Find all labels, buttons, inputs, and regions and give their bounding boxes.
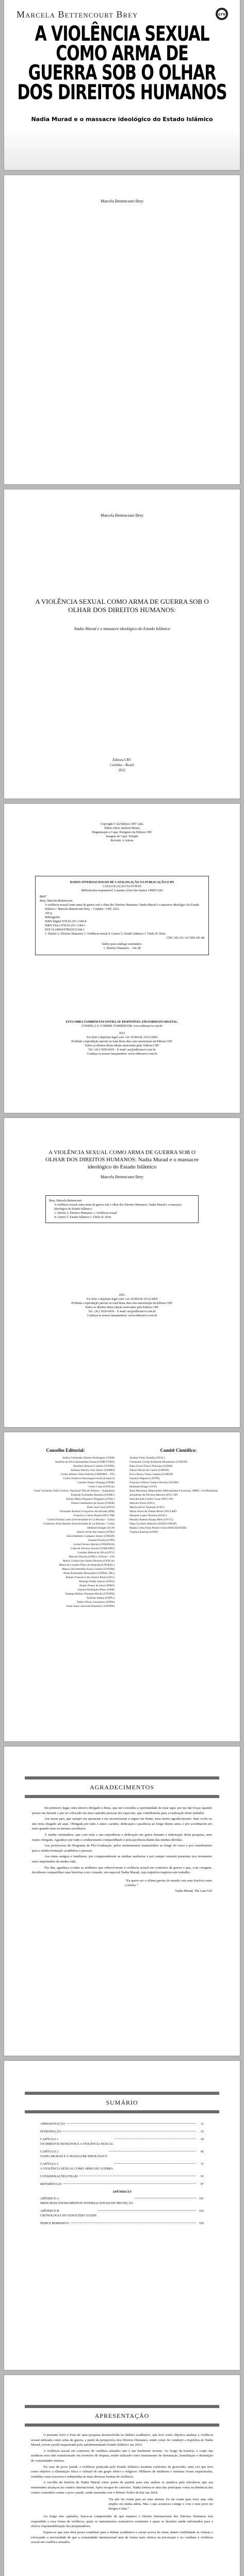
heading-bar-bottom	[25, 2424, 219, 2427]
heading-bar-top	[25, 2405, 219, 2408]
repeat-publisher-notes	[35, 1293, 209, 1318]
cip-entry-line: 1. Direitos Humanos – 341.48	[103, 947, 141, 950]
board-member-entry: Elione Maria Nogueira Diogenes (UFAL)	[66, 1498, 115, 1501]
toc-entry-page: 45	[200, 2150, 204, 2154]
board-member-entry: Andrea Vieira Zanella (UFSC)	[129, 1456, 165, 1460]
board-member-entry: Christiane Carrijo Eckhardt Mouammar (UNESP)	[129, 1461, 188, 1464]
copyright-line: ESTA OBRA TAMBÉM ENCONTRA-SE DISPONÍVEL EM FORMATO DIGITAL.	[66, 1021, 178, 1024]
paragraph: Em primeiro lugar, meu sincero obrigado a Deus, que me concedeu a oportunidade de estar aqui, por me dar forças quando pensei em desistir e por ter colocado em meu caminho pessoas tão especiais, que contribuíram para a realização deste trabalho.	[32, 1806, 212, 1815]
toc-entry-page: 11	[201, 2122, 204, 2126]
board-member-entry: Paulo Romualdo Hernandes (UNIFAL-MG)	[63, 1572, 115, 1575]
toc-section	[40, 2196, 204, 2226]
epigraph-source: Nadia Murad, The Last Girl	[175, 1889, 212, 1893]
board-member-entry: Carlos Federico Dominguez Avila (Unieuro)	[63, 1477, 115, 1480]
scientific-committee-list	[129, 1456, 227, 1534]
toc-leader-dots	[67, 2123, 196, 2124]
board-member-entry: Sérgio Nunes de Jesus (IFRO)	[79, 1584, 115, 1587]
title-page-author: Marcela Bettencourt Brey	[100, 513, 144, 518]
toc-entry[interactable]	[40, 2196, 204, 2206]
editorial-board-list	[17, 1456, 115, 1608]
board-member-entry: João Adalberto Campato Junior (UNESP)	[66, 1535, 115, 1538]
acknowledgements-heading: AGRADECIMENTOS	[89, 1784, 155, 1791]
repeat-publisher-line: Conheça os nossos lançamentos: www.editoracrv.com.br	[87, 1314, 157, 1317]
paragraph: Aos meus amigos e familiares, por compreenderem as minhas ausências e por sempre estarem presentes nos momentos mais importantes da minha vida.	[32, 1855, 212, 1863]
toc-entry-label: INTRODUÇÃO	[40, 2130, 61, 2133]
epigraph-quote: “Eu quero ser a última garota do mundo com uma história como a minha.”	[125, 1878, 212, 1887]
board-member-entry: Guillermo Arias Beatón (Universidade de La Havana – Cuba)	[43, 1522, 115, 1526]
title-page-publisher	[4, 757, 240, 773]
toc-entry-page: 71	[200, 2162, 204, 2166]
board-member-entry: Regina Célia Faria Amaro Giora (MACKENZIE)	[129, 1527, 187, 1530]
board-member-entry: Andréia da Silva Quintanilha Sousa (UNIR/UFRN)	[55, 1461, 115, 1464]
board-member-entry: Renato Francisco dos Santos Paula (UFG)	[66, 1576, 115, 1579]
title-page-subtitle: Nadia Murad e o massacre ideológico do Estado Islâmico	[74, 626, 170, 631]
copyright-line: 2021	[119, 1032, 125, 1035]
repeat-publisher-line: Tel.: (41) 3039-6418 – E-mail: sac@editoracrv.com.br	[88, 1310, 156, 1313]
toc-entry-label: CAPÍTULO 3 A VIOLÊNCIA SEXUAL COMO ARMA DE GUERRA	[40, 2162, 113, 2171]
cip-entry-line: DOI 10.24824/978652511344.1	[45, 928, 85, 931]
board-member-entry: Gloria Fariñas León (Universidade de La Havana – Cuba)	[47, 1518, 115, 1521]
board-member-entry: Marcelo Paixão (UFRJ e UTexas – US)	[69, 1555, 115, 1558]
publisher-line: Curitiba – Brasil	[110, 763, 134, 767]
board-member-entry: Francisco Nilton Gomes Oliveira (UFSM)	[129, 1481, 178, 1484]
cip-entry-line: ISBN Digital 978-65-251-1345-8	[45, 920, 87, 923]
toc-group-label: APÊNDICES	[112, 2190, 132, 2194]
board-member-entry: Tadeu Oliver Gonçalves (UFPA)	[76, 1601, 115, 1604]
half-title-author: Marcela Bettencourt Brey	[100, 199, 144, 204]
copyright-line: CONHEÇA E COMPRE TAMBÉM EM: www.editoracrv.com.br	[81, 1025, 163, 1028]
heading-bar-top	[25, 2092, 219, 2095]
cip-entry-line: 106 p.	[45, 912, 53, 915]
half-title-page	[4, 175, 240, 484]
cip-entry-line: 1. Direito 2. Direitos Humanos 3. Violência sexual 4. Guerra 5. Estado Islâmico I. Título II. Série.	[45, 933, 167, 936]
repeat-publisher-line: Foi feito o depósito legal conf. Lei 10.994 de 14/12/2004	[86, 1298, 158, 1301]
board-member-entry: Eduardo Fernandes Barbosa (UFMG)	[71, 1494, 115, 1497]
toc-leader-dots	[63, 2183, 196, 2184]
copyright-notes	[35, 1020, 209, 1056]
cover-title	[12, 22, 232, 105]
toc-entry[interactable]	[40, 2137, 204, 2146]
copyright-line: Conheça os nossos lançamentos: www.editoracrv.com.br	[87, 1053, 157, 1056]
board-member-entry: Cesar Gerónimo Tello (Univer. Nacional Três de Febrero – Argentina)	[34, 1489, 115, 1493]
toc-entry-label: REFERÊNCIAS	[40, 2182, 62, 2186]
cip-entry-line: CDU 341.231.14 CDD 341.48	[166, 937, 204, 940]
board-member-entry: Sydione Santos (UEPG)	[86, 1597, 115, 1600]
toc-entry-label: CAPÍTULO 1 OS DIREITOS HUMANOS E A VIOLÊNCIA SEXUAL	[40, 2138, 113, 2146]
copyright-line: Proibida a reprodução parcial ou total desta obra sem autorização da Editora CRV	[71, 1040, 173, 1043]
toc-list	[40, 2122, 204, 2229]
cover-subtitle: Nadia Murad e o massacre ideológico do Estado Islâmico	[31, 116, 213, 123]
title-page-title: A VIOLÊNCIA SEXUAL COMO ARMA DE GUERRA SOB O OLHAR DOS DIREITOS HUMANOS:	[35, 598, 209, 614]
board-member-entry: Carmen Tereza Velanga (UNIR)	[77, 1481, 115, 1484]
toc-entry-page: 101	[199, 2197, 204, 2200]
toc-entry-page: 19	[200, 2138, 204, 2141]
board-member-entry: Maria Lília Imbiriba Sousa Colares (UFOPA)	[61, 1568, 115, 1571]
toc-entry[interactable]	[40, 2209, 204, 2218]
title-page	[4, 489, 240, 799]
toc-entry-label: CONSIDERAÇÕES FINAIS	[40, 2175, 78, 2178]
board-member-entry: Fauston Negreiros (UFPI)	[129, 1477, 160, 1480]
board-member-entry: Celso Conti (UFSCar)	[88, 1485, 115, 1488]
paragraph: No caso do povo yazidi, a violência praticada pelo Estado Islâmico assumiu contornos de genocídio, uma vez que teve como objetivo a eliminação física e cultural de um grupo étnico e religioso. Milhares de mulheres e meninas foram sequestradas, vendidas como escravas e submetidas às mais diversas formas de violência.	[31, 2465, 213, 2479]
cover-title-line: A VIOLÊNCIA SEXUAL	[35, 22, 209, 46]
publisher-line: Editora CRV	[112, 758, 132, 762]
toc-entry[interactable]	[40, 2129, 204, 2134]
toc-entry[interactable]	[40, 2182, 204, 2187]
acknowledgements-body	[32, 1806, 212, 1893]
toc-section	[40, 2122, 204, 2187]
cip-entry-line: Bibliografia	[45, 916, 60, 919]
board-member-entry: Rodrigo Pratte-Santos (UFES)	[79, 1580, 115, 1583]
toc-entry-page: 15	[200, 2130, 204, 2133]
cip-entry-line: B847	[40, 895, 47, 899]
board-member-entry: Anselmo Alencar Colares (UFOPA)	[73, 1465, 115, 1468]
board-member-entry: Maria Alves de Toledo Bruns (FFCLRP)	[129, 1510, 177, 1513]
board-member-entry: Jailson Alves dos Santos (UFRJ)	[76, 1531, 115, 1534]
repeat-cip-line: A violência sexual como arma de guerra sob o olhar dos Direitos Humanos: Nadia Murad e o massacre ideológico do Estado Islâmico	[54, 1204, 182, 1211]
book-cover	[4, 0, 240, 170]
board-member-entry: Elizeu Clementino de Souza (UNEB)	[71, 1502, 115, 1505]
board-member-entry: Élsio José Corá (UFFS)	[87, 1506, 115, 1509]
board-member-entry: Edson Olivari de Castro (UNESP)	[129, 1469, 169, 1472]
cip-box-title: DADOS INTERNACIONAIS DE CATALOGAÇÃO NA PUBLICAÇÃO (CIP)	[70, 881, 174, 884]
board-member-entry: Marcelo Porto (UEG)	[129, 1502, 155, 1505]
cip-entry-line: Índice para catálogo sistemático	[102, 943, 142, 946]
acknowledgements-page	[4, 1747, 240, 2056]
cip-entry-line: ISBN Físico 978-65-251-1344-1	[45, 924, 86, 927]
repeat-publisher-line: Proibida a reprodução parcial ou total desta obra sem autorização da Editora CRV	[71, 1302, 173, 1305]
toc-entry[interactable]	[40, 2174, 204, 2179]
toc-entry-page: 97	[200, 2182, 204, 2186]
board-member-entry: Lídia de Oliveira Xavier (UNIEURO)	[70, 1547, 115, 1550]
cover-author: Marcela Bettencourt Brey	[17, 9, 138, 20]
toc-entry-page: 93	[200, 2175, 204, 2178]
board-member-entry: Leonel Severo Rocha (UNISINOS)	[73, 1543, 115, 1546]
board-member-entry: Maria de Lourdes Pinto de Almeida (UNOESC)	[59, 1564, 115, 1567]
toc-entry-label: ÍNDICE REMISSIVO	[40, 2222, 69, 2225]
catalog-head-line: Diagramação e Capa: Designers da Editora CRV	[92, 831, 152, 834]
toc-leader-dots	[98, 2210, 196, 2211]
paragraph: A escolha da história de Nadia Murad como ponto de partida para esta análise se justifica pela relevância que seu testemunho alcançou no cenário internacional. Após escapar do cativeiro, Nadia tornou-se uma das principais vozes na denúncia dos crimes cometidos contra o povo yazidi, sendo laureada com o Prêmio Nobel da Paz em 2018.	[31, 2481, 213, 2495]
toc-entry-page: 105	[199, 2222, 204, 2225]
toc-entry[interactable]	[40, 2122, 204, 2126]
board-member-entry: Helmuth Krüger (UCP)	[87, 1527, 115, 1530]
board-member-entry: Lourdes Helena da Silva (UFV)	[77, 1551, 115, 1554]
board-member-entry: Edna Lúcia Tinoco Ponciano (UERJ)	[129, 1465, 173, 1468]
heading-bar-bottom	[25, 1795, 219, 1798]
board-member-entry: Francisco Carlos Duarte (PUC-PR)	[73, 1514, 115, 1517]
board-member-entry: Virgínia Kastrup (UFRJ)	[129, 1531, 158, 1534]
toc-entry-label: APRESENTAÇÃO	[40, 2122, 66, 2126]
paragraph: Espera-se que esta obra possa contribuir para o debate acadêmico e social acerca do tema, dando visibilidade às vítimas e reforçando a necessidade de que a comunidade internacional atue de forma mais efetiva na prevenção e no combate à violência sexual em conflitos armados.	[31, 2530, 213, 2545]
repeat-title-page	[4, 1118, 240, 1427]
cip-entry-line: Brey, Marcela Bettencourt	[40, 900, 73, 903]
board-member-entry: Josania Portela (UFPI)	[88, 1539, 115, 1542]
cip-box-librarian: Bibliotecária responsável: Luzenira Alves dos Santos CRB9/1506	[81, 889, 163, 892]
catalog-head-line: Imagem de Capa: Freepik	[106, 835, 138, 838]
repeat-publisher-line: 2021	[119, 1294, 125, 1297]
cover-title-line: COMO ARMA DE	[56, 41, 188, 66]
repeat-cip-box	[45, 1195, 199, 1223]
presentation-body	[31, 2433, 213, 2546]
cover-title-line: DOS DIREITOS HUMANOS	[17, 80, 227, 105]
board-member-entry: Maria Cristina dos Santos Bezerra (UFSCar)	[62, 1560, 115, 1563]
publisher-line: 2021	[118, 768, 126, 772]
copyright-line: Foi feito o depósito legal conf. Lei 10.994 de 14/12/2004	[86, 1036, 158, 1039]
toc-heading: SUMÁRIO	[106, 2099, 138, 2106]
board-member-entry: Simone Rodrigues Pinto (UNB)	[77, 1588, 115, 1591]
repeat-cip-line: 1. Direito 2. Direitos Humanos 3. Violência sexual	[54, 1212, 117, 1215]
toc-entry-label: APÊNDICE A PRINCIPAIS INSTRUMENTOS INTERNACIONAIS DE PROTEÇÃO	[40, 2197, 134, 2205]
cip-box-subtitle: CATALOGAÇÃO NA FONTE	[102, 885, 142, 888]
catalog-head-line: Editor-chefe: Railson Moura	[104, 827, 140, 830]
paragraph: À minha orientadora, que com toda a sua experiência e dedicação me guiou durante a elaboração desta pesquisa, meu muito obrigada. Agradeço por todo o conhecimento compartilhado e pela paciência diante das minhas dúvidas.	[32, 1833, 212, 1842]
board-member-entry: Marcia Alves Tassinari (USU)	[129, 1506, 165, 1509]
repeat-cip-line: 4. Guerra 5. Estado Islâmico I. Título II. Série.	[54, 1216, 112, 1219]
cip-entry-line: A violência sexual como arma de guerra sob o olhar dos Direitos Humanos: Nadia Murad e o massacre ideológico do Estado Islâmico / Marcela Bettencourt Brey – Curitiba : CRV, 2021.	[45, 904, 200, 911]
cover-background-band	[4, 129, 240, 170]
presentation-page	[4, 2375, 240, 2576]
svg-text:crv: crv	[218, 12, 225, 16]
heading-bar-bottom	[25, 2110, 219, 2113]
board-member-entry: Monilly Ramos Araujo Melo (UFCG)	[129, 1518, 173, 1521]
board-member-entry: Mariana Lopez Teixeira (UFSC)	[129, 1514, 167, 1517]
toc-entry-label: CAPÍTULO 2 NADIA MURAD E O MASSACRE IDEOLÓGICO	[40, 2150, 108, 2158]
paragraph: Por fim, agradeço a todas as mulheres que sobreviveram à violência sexual em contextos de guerra e que, com coragem, decidiram compartilhar suas histórias com o mundo, em especial Nadia Murad, cuja trajetória inspirou este trabalho.	[32, 1866, 212, 1875]
editorial-board-page	[4, 1432, 240, 1741]
paragraph: Aos meus pais, que sempre me apoiaram e me incentivaram a seguir em frente, meu eterno agradecimento. Sem vocês eu não teria chegado até aqui. Obrigada por todo o amor, carinho, dedicação e paciência ao longo destes anos, e por acreditarem em mim quando nem eu mesma acreditava.	[32, 1817, 212, 1831]
board-member-entry: Antônio Pereira Gaio Júnior (UFRRJ)	[70, 1469, 115, 1472]
repeat-publisher-line: Todos os direitos desta edição reservados pela Editora CRV	[85, 1306, 159, 1309]
board-member-entry: Ilana Mountian (Manchester Metropolitan University, MMU, Grã-Bretanha)	[129, 1489, 218, 1493]
toc-entry[interactable]	[40, 2221, 204, 2226]
board-member-entry: Fernando Antônio Gonçalves Alcoforado (IPB)	[60, 1510, 115, 1513]
block-quote: “Eu não fui criada para ser uma ativista. Eu fui criada para viver uma vida simples em minha aldeia. Mas o que aconteceu comigo e com o meu povo me obrigou a falar.”	[108, 2498, 213, 2511]
toc-leader-dots	[115, 2163, 196, 2164]
table-of-contents-page	[4, 2061, 240, 2370]
toc-entry[interactable]	[40, 2162, 204, 2171]
cip-box	[35, 876, 209, 955]
copyright-line: Todos os direitos desta edição reservados pela: Editora CRV	[85, 1044, 159, 1047]
catalog-head	[66, 822, 178, 843]
editorial-board-title: Conselho Editorial:	[46, 1448, 85, 1453]
paragraph: Aos professores do Programa de Pós-Graduação, pelos ensinamentos transmitidos ao longo do curso e por contribuírem para a minha formação acadêmica e pessoal.	[32, 1844, 212, 1853]
cover-title-line: GUERRA SOB O OLHAR	[28, 61, 216, 86]
catalog-page	[4, 804, 240, 1113]
toc-entry-label: APÊNDICE B CRONOLOGIA DO GENOCÍDIO YAZIDI	[40, 2209, 96, 2217]
toc-entry[interactable]	[40, 2149, 204, 2159]
board-member-entry: João Ricardo Lebert Cozac (PUC-SP)	[129, 1498, 173, 1501]
board-member-entry: Solange Helena Ximenes-Rocha (UFOPA)	[65, 1592, 115, 1596]
paragraph: Ao longo dos capítulos, busca-se compreender de que maneira o Direito Internacional dos Direitos Humanos tem respondido a essa forma de violência, quais os instrumentos normativos existentes e quais os desafios ainda enfrentados para a efetiva responsabilização dos perpetradores.	[31, 2515, 213, 2529]
board-member-entry: Jacqueline de Oliveira Moreira (PUC-SP)	[129, 1494, 178, 1497]
scientific-committee-title: Comitê Científico:	[160, 1448, 197, 1453]
heading-bar-top	[25, 1776, 219, 1780]
publisher-logo-icon	[215, 7, 229, 21]
board-member-entry: Carlos Alberto Vilar Estêvão (UMINHO – PT)	[60, 1473, 115, 1476]
repeat-cip-line: Brey, Marcela Bettencourt	[49, 1199, 82, 1202]
board-member-entry: Helmuth Krüger (UCP)	[129, 1485, 157, 1488]
editorial-board-column	[17, 1448, 115, 1608]
board-member-entry: Tania Suely Azevedo Brasileiro (UFOPA)	[66, 1605, 115, 1608]
toc-entry-page: 103	[199, 2209, 204, 2213]
catalog-head-line: Copyright © da Editora CRV Ltda.	[100, 823, 144, 826]
presentation-heading: APRESENTAÇÃO	[94, 2412, 150, 2419]
scientific-committee-column	[129, 1448, 227, 1534]
repeat-title: A VIOLÊNCIA SEXUAL COMO ARMA DE GUERRA SOB O OLHAR DOS DIREITOS HUMANOS: Nadia Murad e o massacre ideológico do Estado Islâmico	[45, 1149, 199, 1170]
paragraph: O presente livro é fruto de uma pesquisa desenvolvida no âmbito acadêmico, que teve como objetivo analisar a violência sexual utilizada como arma de guerra, a partir da perspectiva dos Direitos Humanos, tendo como fio condutor a trajetória de Nadia Murad, jovem yazidi sequestrada pelo autodenominado Estado Islâmico em 2014.	[31, 2433, 213, 2447]
copyright-line: Tel.: (41) 3039-6418 – E-mail: sac@editoracrv.com.br	[88, 1048, 156, 1052]
catalog-head-line: Revisão: A Autora	[110, 839, 134, 842]
board-member-entry: Aldira Guimarães Duarte Domínguez (UNB)	[62, 1456, 115, 1460]
paragraph: A violência sexual em contextos de conflitos armados não é um fenômeno recente. Ao longo da história, o corpo das mulheres tem sido transformado em território de disputa, sendo utilizado como instrumento de dominação, humilhação e destruição de comunidades inteiras.	[31, 2449, 213, 2463]
board-member-entry: Olga Ceciliato Mattioli (ASSIS/UNESP)	[129, 1522, 177, 1526]
board-member-entry: Érico Bruno Viana Campos (UNESP)	[129, 1473, 173, 1476]
repeat-author: Marcela Bettencourt Brey	[100, 1175, 144, 1179]
